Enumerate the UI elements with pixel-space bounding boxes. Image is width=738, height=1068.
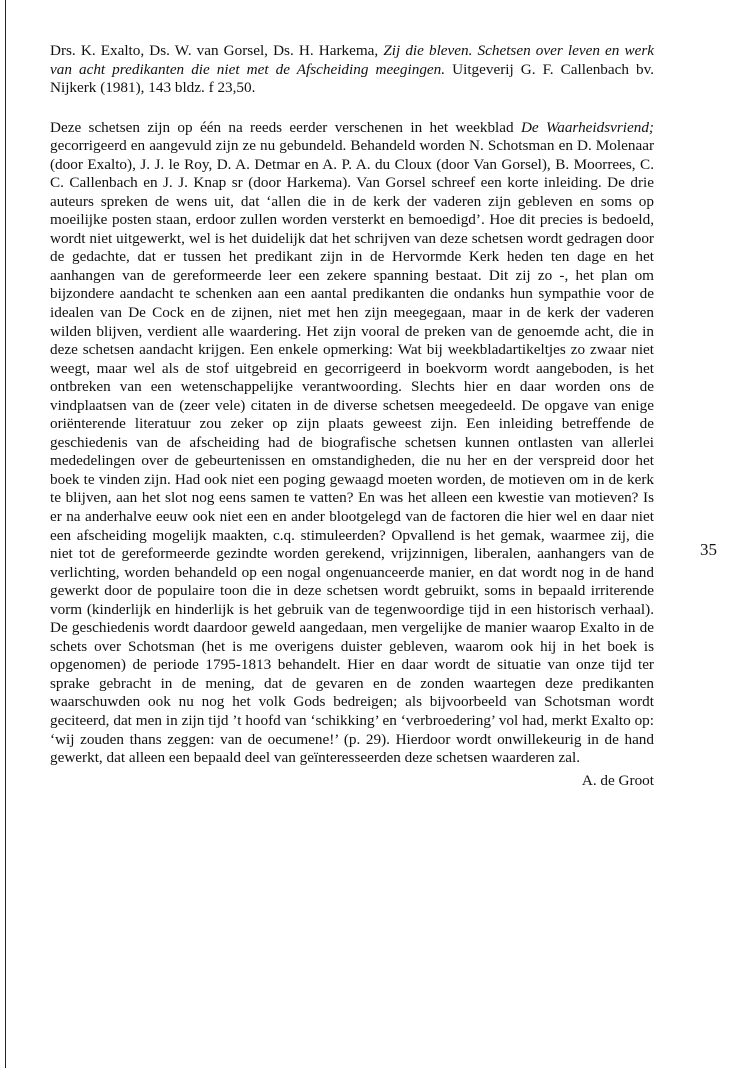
review-body-main: gecorrigeerd en aangevuld zijn ze nu gebundeld. Behandeld worden N. Schotsman en D. Molenaar (door Exalto), J. J. le Roy, D. A. Detmar en A. P. A. du Cloux (door Van Gorsel), B. Moorrees, C. C. Callenbach en J. J. Knap sr (door Harkema). Van Gorsel schreef een korte inleiding. De drie auteurs spreken de wens uit, dat ‘allen die in de kerk der vaderen zijn gebleven en soms op moeilijke posten staan, erdoor zullen worden versterkt en bemoedigd’. Hoe dit precies is bedoeld, wordt niet uitgewerkt, wel is het duidelijk dat het schrijven van deze schetsen wordt gedragen door de gedachte, dat er tussen het predikant zijn in de Hervormde Kerk heden ten dage en het aanhangen van de gereformeerde leer een zekere spanning bestaat. Dit zij zo -, het plan om bijzondere aandacht te schenken aan een aantal predikanten die ondanks hun sympathie voor de idealen van De Cock en de zijnen, niet met hen zijn meegegaan, maar in de kerk der vaderen wilden blijven, verdient alle waardering. Het zijn vooral de preken van de genoemde acht, die in deze schetsen aandacht krijgen. Een enkele opmerking: Wat bij weekbladartikeltjes zo zwaar niet weegt, maar wel als de stof uitgebreid en gecorrigeerd in boekvorm wordt aangeboden, is het ontbreken van een wetenschappelijke verantwoording. Slechts hier en daar worden ons de vindplaatsen van de (zeer vele) citaten in de diverse schetsen meegedeeld. De opgave van enige oriënterende literatuur zou zeker op zijn plaats geweest zijn. Een inleiding betreffende de geschiedenis van de afscheiding had de biografische schetsen kunnen ontlasten van allerlei mededelingen over de gebeurtenissen en omstandigheden, die nu her en der verspreid door het boek te vinden zijn. Had ook niet een poging gewaagd moeten worden, de motieven om in de kerk te blijven, aan het slot nog eens samen te vatten? En was het alleen een kwestie van motieven? Is er na anderhalve eeuw ook niet een en ander blootgelegd van de factoren die hier wel en daar niet een afscheiding mogelijk maakten, c.q. stimuleerden? Opvallend is het gemak, waarmee zij, die niet tot de gereformeerde gezindte worden gerekend, vrijzinnigen, liberalen, aanhangers van de verlichting, worden behandeld op een nogal ongenuanceerde manier, en dat wordt nog in de hand gewerkt door de populaire toon die in deze schetsen wordt gebruikt, soms in bepaald irriterende vorm (kinderlijk en hinderlijk is het gebruik van de tegenwoordige tijd in een historisch verhaal). De geschiedenis wordt daardoor geweld aangedaan, men vergelijke de manier waarop Exalto in de schets over Schotsman (het is me overigens duister gebleven, waarom ook hij in het boek is opgenomen) de periode 1795-1813 behandelt. Hier en daar wordt de situatie van onze tijd ter sprake gebracht in de mening, dat de gevaren en de zonden waartegen deze predikanten waarschuwden ook nu nog het volk Gods bedreigen; als bijvoorbeeld van Schotsman wordt geciteerd, dat men in zijn tijd ’t hoofd van ‘schikking’ en ‘verbroedering’ vol had, merkt Exalto op: ‘wij zouden thans zeggen: van de oecumene!’ (p. 29). Hierdoor wordt onwillekeurig in de hand gewerkt, dat alleen een bepaald deel van geïnteresseerden deze schetsen waarderen zal. bbox=[50, 137, 654, 767]
review-body bbox=[50, 119, 654, 768]
book-title: Zij die bleven. Schetsen over leven en werk van acht predikanten die niet met de Afscheiding meegingen. bbox=[50, 42, 654, 78]
page-edge-rule bbox=[5, 0, 6, 1068]
reviewer-signature: A. de Groot bbox=[581, 771, 654, 789]
periodical-title: De Waarheidsvriend; bbox=[520, 118, 654, 136]
book-citation bbox=[50, 42, 654, 98]
review-column bbox=[50, 42, 654, 790]
page-number: 35 bbox=[700, 540, 717, 559]
book-publisher: Uitgeverij G. F. Callenbach bv. Nijkerk (1981), 143 bldz. f 23,50. bbox=[50, 60, 655, 96]
book-authors: Drs. K. Exalto, Ds. W. van Gorsel, Ds. H. Harkema, bbox=[50, 42, 379, 59]
review-body-intro: Deze schetsen zijn op één na reeds eerder verschenen in het weekblad bbox=[50, 118, 521, 136]
